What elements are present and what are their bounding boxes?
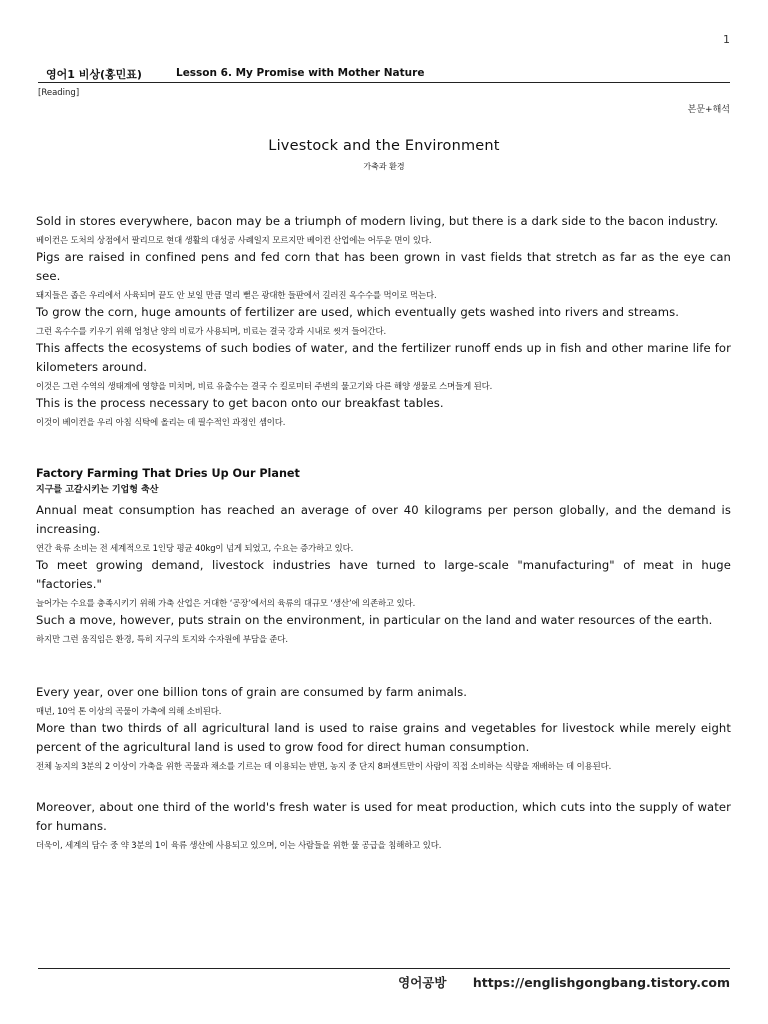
paragraph-en: This affects the ecosystems of such bodies of water, and the fertilizer runoff ends up in fish and other marine life for kilometers around. — [36, 341, 731, 374]
paragraph-ko: 늘어가는 수요를 충족시키기 위해 가축 산업은 거대한 ‘공장’에서의 육류의 대규모 ‘생산’에 의존하고 있다. — [36, 598, 416, 608]
document-header — [38, 66, 730, 83]
paragraph-en: Moreover, about one third of the world's fresh water is used for meat production, which cuts into the supply of water for humans. — [36, 800, 731, 833]
footer — [398, 973, 730, 991]
section-2 — [36, 466, 731, 647]
section-tag: [Reading] — [38, 88, 80, 98]
page-number: 1 — [723, 33, 730, 46]
section-4 — [36, 798, 731, 853]
document-type-label: 본문+해석 — [687, 105, 730, 115]
paragraph-en: More than two thirds of all agricultural land is used to raise grains and vegetables for livestock while merely eight percent of the agricultural land is used to grow food for direct human consumption. — [36, 721, 731, 754]
paragraph-ko: 베이컨은 도처의 상점에서 팔리므로 현대 생활의 대성공 사례일지 모르지만 베이컨 산업에는 어두운 면이 있다. — [36, 235, 432, 245]
paragraph-ko: 이것은 그런 수역의 생태계에 영향을 미치며, 비료 유출수는 결국 수 킬로미터 주변의 물고기와 다른 해양 생물로 스며들게 된다. — [36, 381, 493, 391]
document-body — [36, 212, 731, 853]
paragraph-ko: 더욱이, 세계의 담수 중 약 3분의 1이 육류 생산에 사용되고 있으며, 이는 사람들을 위한 물 공급을 침해하고 있다. — [36, 840, 442, 850]
section-3 — [36, 683, 731, 774]
section-heading-en: Factory Farming That Dries Up Our Planet — [36, 467, 300, 480]
footer-url: https://englishgongbang.tistory.com — [472, 975, 730, 990]
header-lesson: Lesson 6. My Promise with Mother Nature — [176, 67, 425, 79]
paragraph-en: To meet growing demand, livestock industries have turned to large-scale "manufacturing" of meat in huge "factories." — [36, 558, 731, 591]
paragraph-en: Every year, over one billion tons of grain are consumed by farm animals. — [36, 685, 468, 699]
paragraph-ko: 전체 농지의 3분의 2 이상이 가축을 위한 곡물과 채소를 기르는 데 이용되는 반면, 농지 중 단지 8퍼센트만이 사람이 직접 소비하는 식량을 재배하는 데 이용된다. — [36, 761, 612, 771]
paragraph-ko: 매년, 10억 톤 이상의 곡물이 가축에 의해 소비된다. — [36, 706, 222, 716]
footer-brand: 영어공방 — [398, 975, 447, 990]
paragraph-ko: 하지만 그런 움직임은 환경, 특히 지구의 토지와 수자원에 부담을 준다. — [36, 634, 288, 644]
paragraph-ko: 돼지들은 좁은 우리에서 사육되며 끝도 안 보일 만큼 멀리 뻗은 광대한 들판에서 길러진 옥수수를 먹이로 먹는다. — [36, 290, 437, 300]
paragraph-en: To grow the corn, huge amounts of fertilizer are used, which eventually gets washed into rivers and streams. — [36, 305, 680, 319]
paragraph-en: Sold in stores everywhere, bacon may be a triumph of modern living, but there is a dark side to the bacon industry. — [36, 214, 719, 228]
paragraph-en: Pigs are raised in confined pens and fed corn that has been grown in vast fields that stretch as far as the eye can see. — [36, 250, 731, 283]
paragraph-ko: 이것이 베이컨을 우리 아침 식탁에 올리는 데 필수적인 과정인 셈이다. — [36, 417, 286, 427]
paragraph-en: Such a move, however, puts strain on the environment, in particular on the land and water resources of the earth. — [36, 613, 713, 627]
section-1 — [36, 212, 731, 430]
paragraph-en: Annual meat consumption has reached an average of over 40 kilograms per person globally, and the demand is increasing. — [36, 503, 731, 536]
paragraph-en: This is the process necessary to get bacon onto our breakfast tables. — [36, 396, 444, 410]
paragraph-ko: 그런 옥수수를 키우기 위해 엄청난 양의 비료가 사용되며, 비료는 결국 강과 시내로 씻겨 들어간다. — [36, 326, 387, 336]
section-heading-ko: 지구를 고갈시키는 기업형 축산 — [36, 485, 159, 495]
paragraph-ko: 연간 육류 소비는 전 세계적으로 1인당 평균 40kg이 넘게 되었고, 수요는 증가하고 있다. — [36, 543, 354, 553]
footer-divider — [38, 968, 730, 969]
page-subtitle: 가축과 환경 — [363, 162, 405, 171]
header-subject: 영어1 비상(홍민표) — [46, 68, 142, 81]
page-title: Livestock and the Environment — [268, 138, 500, 154]
